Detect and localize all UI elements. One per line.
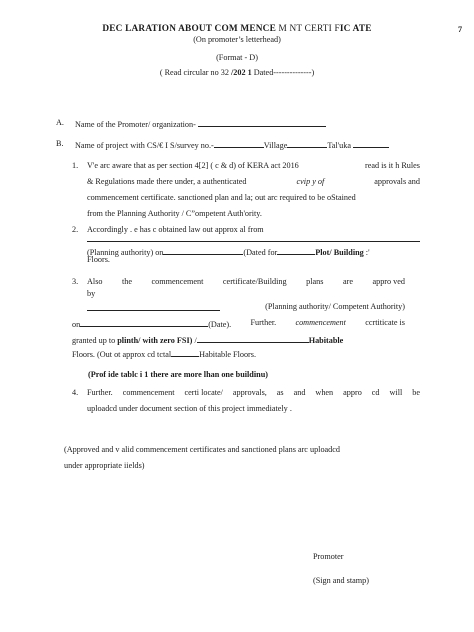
item-4-line-2: uploadcd under document section of this project immediately .: [87, 404, 292, 413]
item-1-line-2-part-3: approvals and: [374, 177, 420, 186]
item-1-line-1-part-1: V'e arc aware that as per section 4[2] ( c & d) of KERA act 2016: [87, 161, 299, 170]
item-4-word-7: when: [315, 388, 334, 397]
item-1-number: 1.: [72, 161, 79, 170]
item-2-authority-blank: [87, 241, 420, 242]
project-name-label: Name of project with CS/€ I S/survey no.-: [75, 141, 214, 150]
closing-line-2: under appropriate iields): [64, 461, 145, 470]
circular-text-2: Dated--------------): [251, 68, 315, 77]
item-3-line-3: [87, 302, 405, 311]
competent-authority-label: (Planning authority/ Competent Authority): [265, 302, 405, 311]
closing-line-1: (Approved and v alid commencement certificates and sanctioned plans arc uploadcd: [64, 445, 340, 454]
promoter-name-label: Name of the Promoter/ organization-: [75, 120, 196, 129]
planning-authority-label: (Planning authority) on: [87, 248, 164, 257]
habitable-label: Habitable: [308, 336, 344, 345]
item-2-number: 2.: [72, 225, 79, 234]
item-4-word-9: cd: [371, 388, 380, 397]
item-2-line-3: Floors.: [87, 255, 110, 264]
item-3-line-5: [72, 334, 405, 345]
item-3-line-2: by: [87, 289, 96, 298]
item-4-word-10: will: [389, 388, 403, 397]
item-1-line-3: commencement certificate. sanctioned plan and la; out arc required to be oStained: [87, 193, 356, 202]
item-3-word-3: commencement: [151, 277, 204, 286]
item-3-word-6: are: [342, 277, 353, 286]
item-4-word-11: be: [412, 388, 420, 397]
item-3-word-4: certificate/Building: [222, 277, 287, 286]
item-4-word-6: and: [293, 388, 306, 397]
competent-authority-blank: [87, 302, 220, 311]
slash-separator: /: [192, 336, 197, 345]
further-label: Further.: [250, 318, 277, 327]
commencement-label: commencement: [295, 318, 346, 327]
total-floors-label: Floors. (Out ot approx cd tctal: [72, 350, 172, 359]
certificate-date-blank: [80, 318, 208, 327]
document-title: [0, 24, 474, 34]
certificate-label: ccrtiticate is: [365, 318, 405, 327]
section-a-line: [75, 118, 326, 129]
format-label: (Format - D): [216, 53, 258, 62]
item-4-word-2: commencement: [122, 388, 175, 397]
item-3-line-4: [72, 318, 405, 329]
promoter-name-blank: [198, 118, 326, 127]
plot-building-label: Plot/ Building: [315, 248, 364, 257]
building-table-note: (Prof ide tablc i 1 there are more lhan one buildinu): [88, 370, 268, 379]
village-blank: [287, 139, 327, 148]
item-1-copy-of: cvip y of: [296, 177, 325, 186]
granted-up-to-label: granted up to: [72, 336, 116, 345]
section-b-marker: B.: [56, 139, 64, 148]
taluka-label: Tal'uka: [327, 141, 351, 150]
taluka-blank: [353, 139, 389, 148]
item-4-word-4: approvals,: [232, 388, 267, 397]
item-2-line-1: Accordingly . e has c obtained law out approx al from: [87, 225, 264, 234]
promoter-label: Promoter: [313, 552, 344, 561]
item-3-word-5: plans: [306, 277, 324, 286]
item-4-word-3: certi locate/: [184, 388, 223, 397]
sign-and-stamp-label: (Sign and stamp): [313, 576, 369, 585]
item-1-line-2: [87, 177, 420, 186]
total-floors-blank: [171, 348, 199, 357]
plot-number-blank: [277, 246, 315, 255]
habitable-floors-label: Habitable Floors.: [199, 350, 257, 359]
habitable-floors-blank: [197, 334, 309, 343]
item-4-number: 4.: [72, 388, 79, 397]
item-4-word-5: as: [276, 388, 284, 397]
plinth-zero-fsi-label: plinth/ with zero FSI): [117, 336, 193, 345]
village-label: Village: [263, 141, 288, 150]
item-3-word-7: appro ved: [372, 277, 405, 286]
title-part-3: IC ATE: [339, 24, 372, 34]
item-1-line-1-part-2: read is it h Rules: [364, 161, 420, 170]
circular-text-1: ( Read circular no 32: [159, 68, 231, 77]
circular-reference: [0, 68, 474, 77]
item-3-word-2: the: [122, 277, 133, 286]
item-4-line-1: [87, 388, 420, 397]
item-3-number: 3.: [72, 277, 79, 286]
date-label: (Date).: [208, 320, 232, 329]
item-3-line-6: [72, 348, 256, 359]
section-a-marker: A.: [56, 118, 64, 127]
item-2-line-2-suffix: :': [363, 248, 370, 257]
dated-for-label: (Dated for: [243, 248, 278, 257]
survey-no-blank: [214, 139, 264, 148]
title-part-1: DEC LARATION ABOUT COM MENCE: [102, 24, 276, 34]
circular-year: /202 1: [230, 68, 252, 77]
approval-date-blank: [163, 246, 243, 255]
item-3-word-1: Also: [87, 277, 103, 286]
page-number: 7: [458, 25, 463, 34]
item-1-line-1: [87, 161, 420, 170]
title-part-2: M NT CERTI F: [276, 24, 340, 34]
item-4-word-8: appro: [343, 388, 362, 397]
section-b-line: [75, 139, 389, 150]
item-3-line-1: [87, 277, 405, 286]
item-4-word-1: Further.: [87, 388, 113, 397]
item-1-line-4: from the Planning Authority / C”ompetent Auth'ority.: [87, 209, 262, 218]
on-label: on: [72, 320, 81, 329]
item-2-line-2: [87, 246, 370, 257]
document-subtitle: (On promoter’s letterhead): [193, 35, 281, 44]
item-1-line-2-part-1: & Regulations made there under, a authenticated: [87, 177, 247, 186]
